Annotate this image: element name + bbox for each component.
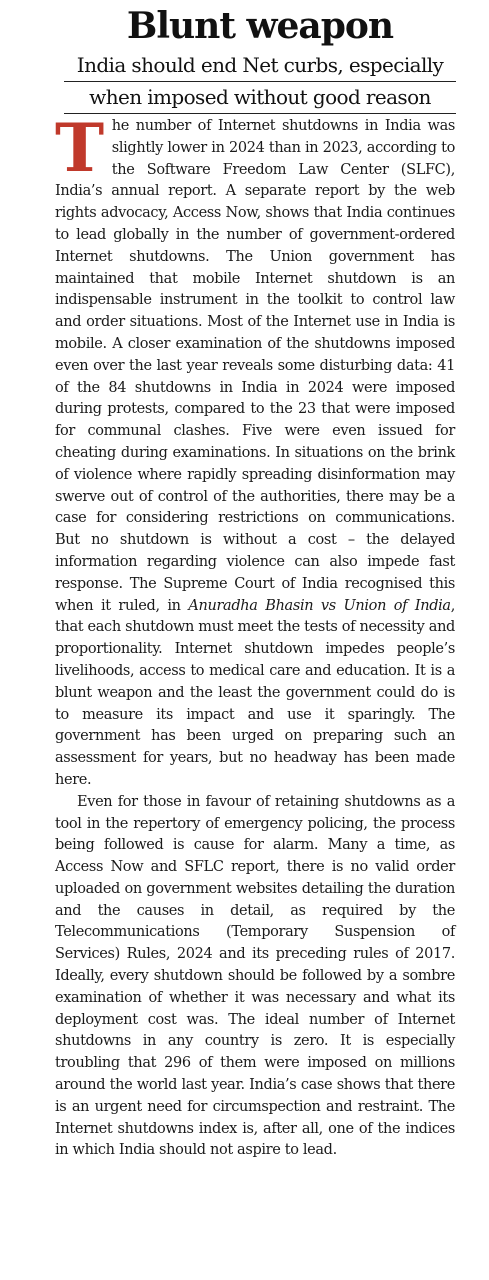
case-name: Anuradha Bhasin vs Union of India (188, 597, 451, 614)
article-body (55, 109, 455, 1162)
deck (64, 50, 456, 114)
deck-line-1: India should end Net curbs, especially (64, 50, 456, 82)
paragraph-1 (55, 109, 455, 792)
paragraph-2: Even for those in favour of retaining shutdowns as a tool in the repertory of emergency policing, the process being followed is cause for alarm. Many a time, as Access Now and SFLC report, there is no valid order uploaded on government websites detailing the duration and the causes in detail, as required by the Telecommunications (Temporary Suspension of Services) Rules, 2024 and its preceding rules of 2017. Ideally, every shutdown should be followed by a sombre examination of whether it was necessary and what its deployment cost was. The ideal number of Internet shutdowns in any country is zero. It is especially troubling that 296 of them were imposed on millions around the world last year. India’s case shows that there is an urgent need for circumspection and restraint. The Internet shutdowns index is, after all, one of the indices in which India should not aspire to lead. (55, 793, 455, 1159)
paragraph-1-text-b: , that each shutdown must meet the tests of necessity and proportionality. Internet shutdown impedes people’s livelihoods, access to medical care and education. It is a blunt weapon and the least the government could do is to measure its impact and use it sparingly. The government has been urged on preparing such an assessment for years, but no headway has been made here. (55, 597, 455, 788)
paragraph-1-text-a: he number of Internet shutdowns in India was slightly lower in 2024 than in 2023, according to the Software Freedom Law Center (SLFC), India’s annual report. A separate report by the web rights advocacy, Access Now, shows that India continues to lead globally in the number of government-ordered Internet shutdowns. The Union government has maintained that mobile Internet shutdown is an indispensable instrument in the toolkit to control law and order situations. Most of the Internet use in India is mobile. A closer examination of the shutdowns imposed even over the last year reveals some disturbing data: 41 of the 84 shutdowns in India in 2024 were imposed during protests, compared to the 23 that were imposed for communal clashes. Five were even issued for cheating during examinations. In situations on the brink of violence where rapidly spreading disinformation may swerve out of control of the authorities, there may be a case for considering restrictions on communications. But no shutdown is without a cost – the delayed information regarding violence can also impede fast response. The Supreme Court of India recognised this when it ruled, in (55, 118, 455, 614)
page-edge (0, 0, 8, 1280)
deck-line-2: when imposed without good reason (64, 82, 456, 114)
headline: Blunt weapon (126, 5, 394, 47)
drop-cap: T (55, 109, 104, 187)
